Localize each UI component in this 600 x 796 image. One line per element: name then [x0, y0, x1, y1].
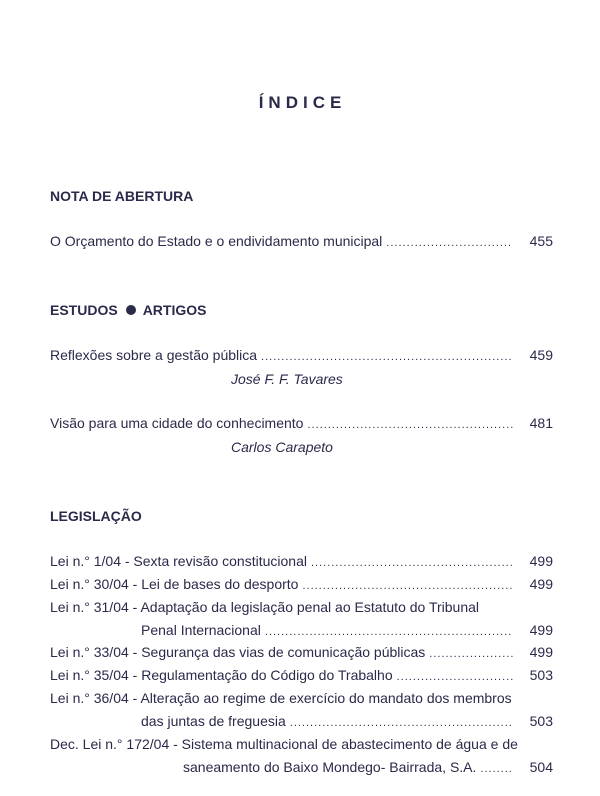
heading-artigos-label: ARTIGOS: [142, 302, 207, 318]
toc-entry-lei-31-04-title[interactable]: Lei n.° 31/04 - Adaptação da legislação penal ao Estatuto do Tribunal: [50, 599, 480, 615]
section-heading-abertura: NOTA DE ABERTURA: [50, 188, 194, 204]
entry-author: Carlos Carapeto: [231, 439, 333, 455]
dot-leader: [429, 644, 513, 664]
page-number: 499: [529, 576, 553, 592]
entry-continuation: Penal Internacional: [141, 622, 261, 638]
toc-entry-lei-36-04[interactable]: [141, 711, 553, 731]
dot-leader: [480, 759, 513, 779]
section-heading-estudos: [50, 302, 206, 318]
page-number: 499: [529, 622, 553, 638]
heading-estudos-label: ESTUDOS: [50, 302, 118, 318]
toc-entry-visao[interactable]: [50, 413, 553, 433]
entry-author: José F. F. Tavares: [231, 371, 343, 387]
entry-title: Visão para uma cidade do conhecimento: [50, 415, 304, 431]
page-number: 455: [529, 233, 553, 249]
dot-leader: [261, 347, 513, 367]
toc-entry-lei-31-04[interactable]: [141, 620, 553, 640]
entry-title: Lei n.° 33/04 - Segurança das vias de comunicação públicas: [50, 644, 426, 660]
bullet-dot-icon: [126, 305, 136, 315]
page-number: 499: [529, 644, 553, 660]
entry-title: Lei n.° 1/04 - Sexta revisão constitucional: [50, 553, 307, 569]
dot-leader: [290, 713, 513, 733]
entry-title: Lei n.° 30/04 - Lei de bases do desporto: [50, 576, 299, 592]
dot-leader: [386, 233, 513, 253]
toc-entry-lei-35-04[interactable]: [50, 665, 553, 685]
section-heading-legislacao: LEGISLAÇÃO: [50, 508, 142, 524]
toc-entry-lei-36-04-title[interactable]: Lei n.° 36/04 - Alteração ao regime de exercício do mandato dos membros: [50, 690, 512, 706]
page-number: 503: [529, 713, 553, 729]
entry-continuation: saneamento do Baixo Mondego- Bairrada, S.A.: [183, 759, 477, 775]
dot-leader: [307, 415, 513, 435]
entry-continuation: das juntas de freguesia: [141, 713, 286, 729]
toc-entry-dec-lei-172-04-title[interactable]: Dec. Lei n.° 172/04 - Sistema multinacional de abastecimento de água e de: [50, 736, 518, 752]
page-number: 504: [529, 759, 553, 775]
entry-title: Lei n.° 35/04 - Regulamentação do Código do Trabalho: [50, 667, 393, 683]
dot-leader: [265, 622, 513, 642]
page-number: 503: [529, 667, 553, 683]
page-number: 459: [529, 347, 553, 363]
toc-entry-orcamento[interactable]: [50, 231, 553, 251]
page-number: 499: [529, 553, 553, 569]
dot-leader: [311, 553, 513, 573]
page-number: 481: [529, 415, 553, 431]
toc-entry-lei-33-04[interactable]: [50, 642, 553, 662]
page-title: ÍNDICE: [258, 93, 347, 112]
toc-entry-reflexoes[interactable]: [50, 345, 553, 365]
dot-leader: [302, 576, 513, 596]
toc-entry-lei-30-04[interactable]: [50, 574, 553, 594]
toc-entry-dec-lei-172-04[interactable]: [183, 757, 553, 777]
toc-entry-lei-1-04[interactable]: [50, 551, 553, 571]
entry-title: O Orçamento do Estado e o endividamento municipal: [50, 233, 383, 249]
entry-title: Reflexões sobre a gestão pública: [50, 347, 258, 363]
dot-leader: [397, 667, 513, 687]
